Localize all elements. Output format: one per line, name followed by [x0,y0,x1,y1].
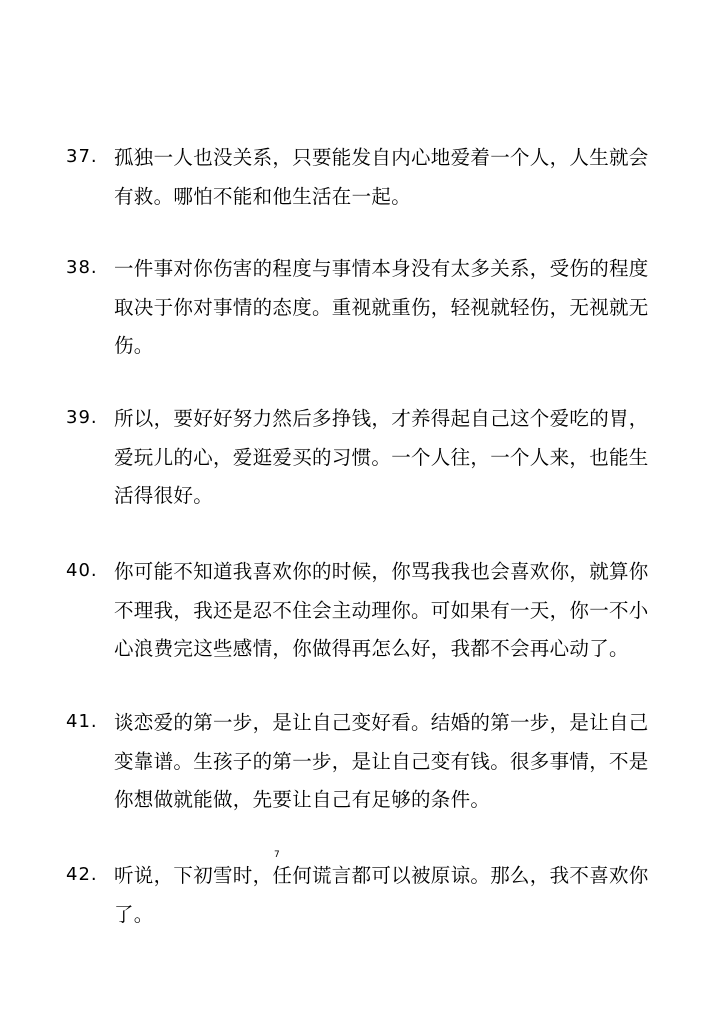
item-number: 37. [66,146,98,167]
item-text: 谈恋爱的第一步，是让自己变好看。结婚的第一步，是让自己变靠谱。生孩子的第一步，是让自己变有钱。很多事情，不是你想做就能做，先要让自己有足够的条件。 [114,711,649,811]
item-number: 40. [66,560,98,581]
item-number: 42. [66,864,98,885]
item-text: 孤独一人也没关系，只要能发自内心地爱着一个人，人生就会有救。哪怕不能和他生活在一起。 [114,146,649,208]
item-text: 听说，下初雪时，任何谎言都可以被原谅。那么，我不喜欢你了。 [114,864,649,926]
item-text: 你可能不知道我喜欢你的时候，你骂我我也会喜欢你，就算你不理我，我还是忍不住会主动理你。可如果有一天，你一不小心浪费完这些感情，你做得再怎么好，我都不会再心动了。 [114,560,649,660]
item-number: 39. [66,407,98,428]
item-text: 一件事对你伤害的程度与事情本身没有太多关系，受伤的程度取决于你对事情的态度。重视就重伤，轻视就轻伤，无视就无伤。 [114,257,649,357]
item-text: 所以，要好好努力然后多挣钱，才养得起自己这个爱吃的胃，爱玩儿的心，爱逛爱买的习惯。一个人往，一个人来，也能生活得很好。 [114,407,649,507]
item-number: 41. [66,711,98,732]
page-number: 7 [274,850,280,860]
item-number: 38. [66,257,98,278]
